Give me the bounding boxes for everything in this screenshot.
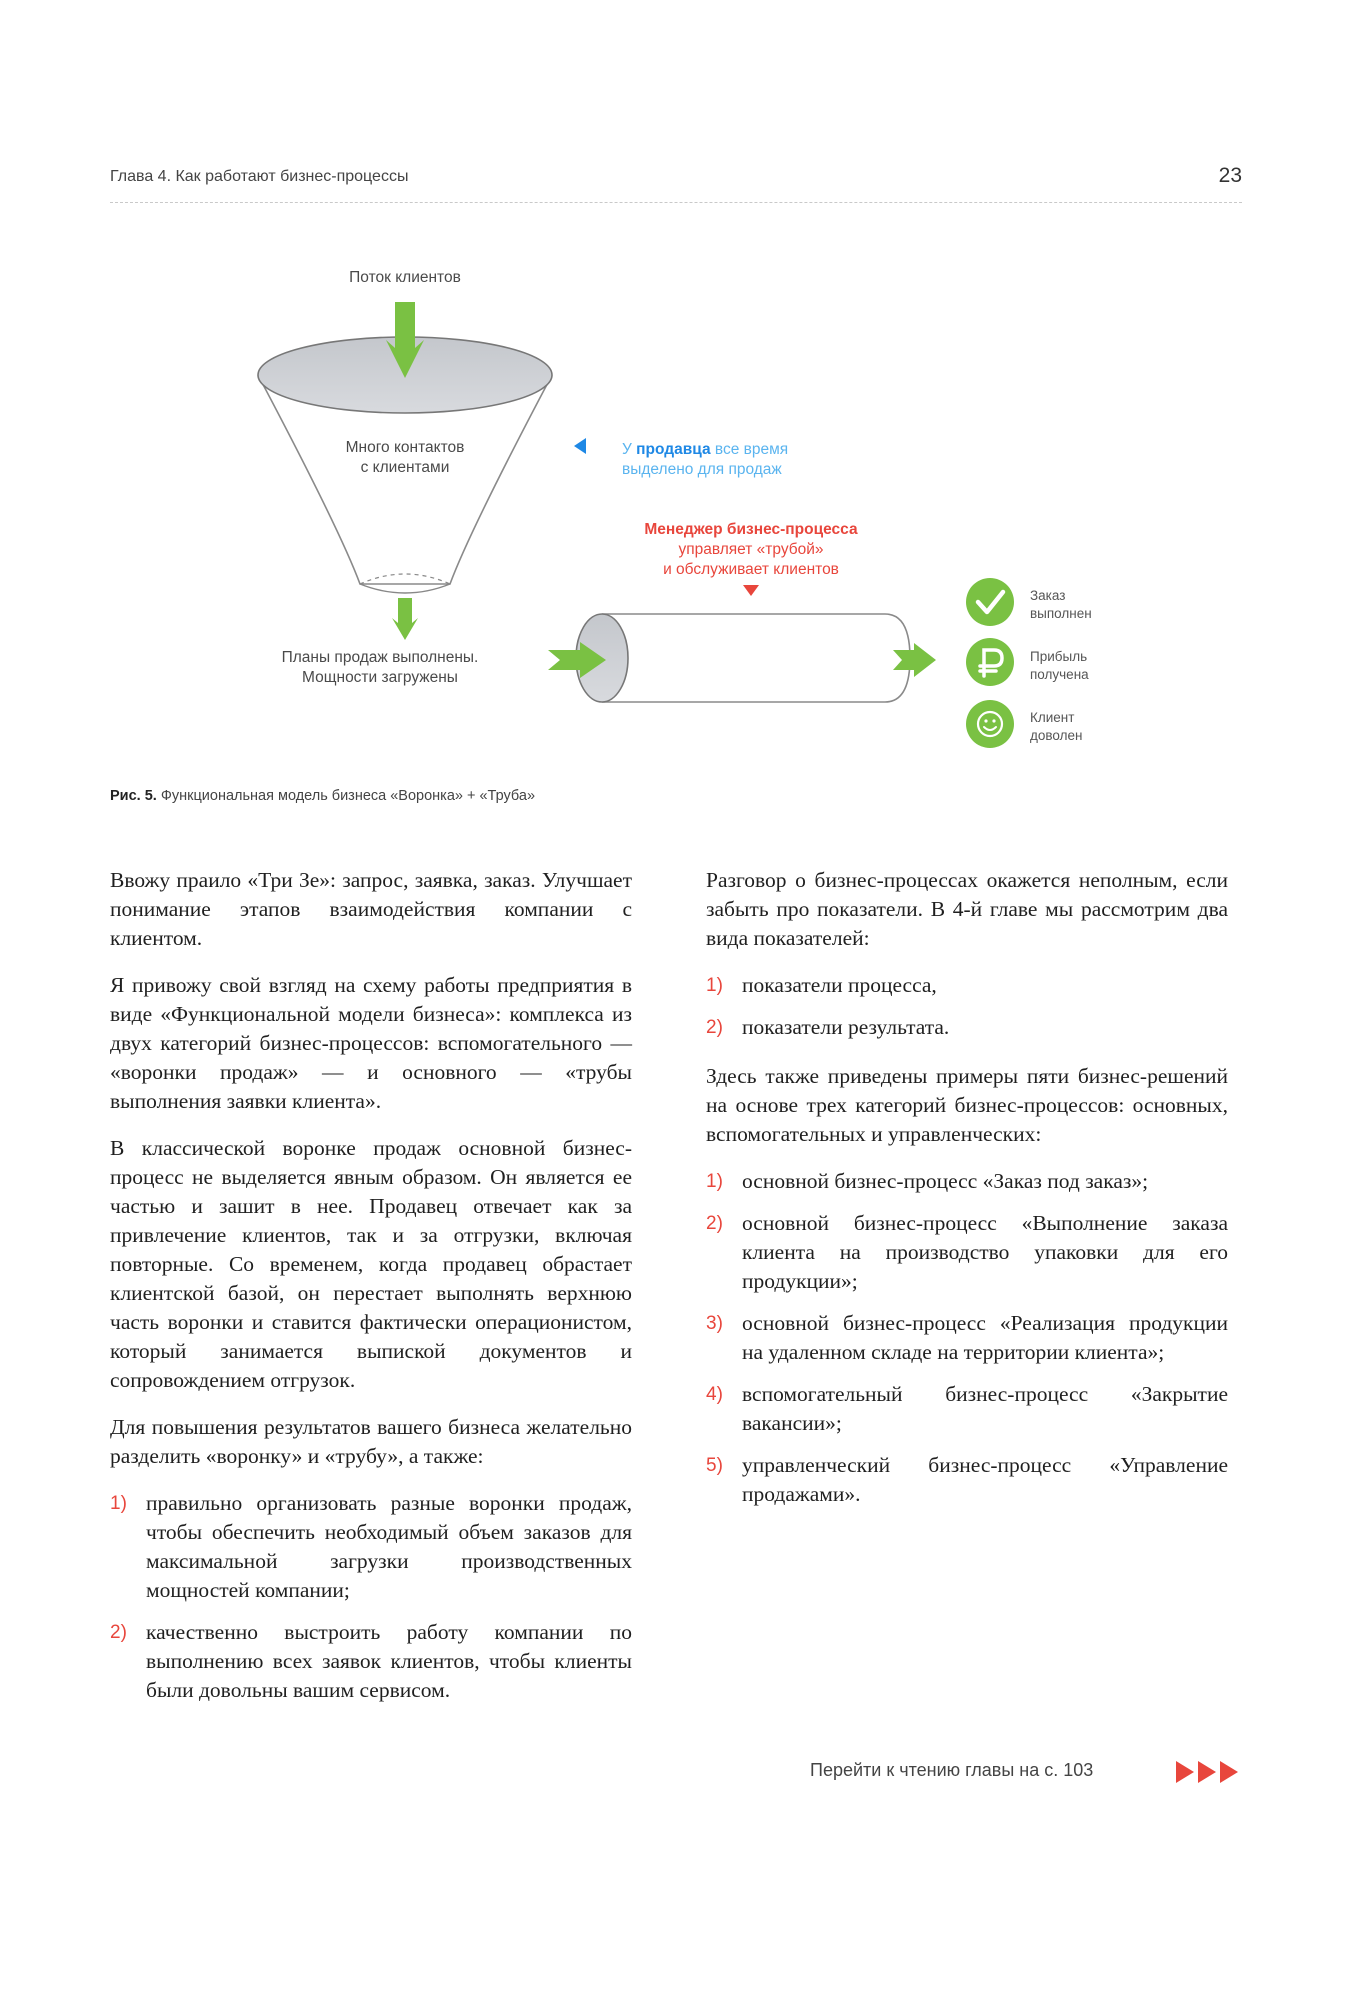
figure-caption: [110, 788, 535, 804]
list-item: 1) правильно организовать разные воронки продаж, чтобы обеспечить необходимый объем заказов для максимальной загрузки производственных мощностей компании;: [110, 1491, 632, 1602]
ruble-icon: [966, 638, 1014, 686]
plans-text: [240, 648, 520, 688]
manager-note: [601, 520, 901, 580]
forward-arrows-icon[interactable]: [1176, 1761, 1240, 1783]
funnel-bottom-dashed: [360, 574, 450, 584]
status-order: Заказ выполнен: [1030, 588, 1092, 621]
paragraph: Я привожу свой взгляд на схему работы предприятия в виде «Функциональной модели бизнеса»: комплекса из двух категорий бизнес-процессов: вспомогательного — «воронки продаж» — и основного — «трубы выполнения заявки клиента».: [110, 973, 632, 1113]
funnel-bottom-solid: [360, 584, 450, 593]
funnel-pipe-diagram: [110, 230, 1242, 790]
caption-label: Рис. 5.: [110, 788, 157, 804]
smile-icon: [966, 700, 1014, 748]
paragraph: Разговор о бизнес-процессах окажется неполным, если забыть про показатели. В 4-й главе мы рассмотрим два вида показателей:: [706, 868, 1228, 950]
seller-rest: все время: [714, 441, 789, 458]
list-item: 2) основной бизнес-процесс «Выполнение заказа клиента на производство упаковки для его продукции»;: [706, 1211, 1228, 1293]
list-item: 1) основной бизнес-процесс «Заказ под заказ»;: [706, 1169, 1149, 1193]
blue-pointer: [574, 438, 586, 454]
list-item: 4) вспомогательный бизнес-процесс «Закрытие вакансии»;: [706, 1382, 1228, 1435]
list-item: 5) управленческий бизнес-процесс «Управление продажами».: [706, 1453, 1228, 1506]
list-item: 2) качественно выстроить работу компании по выполнению всех заявок клиентов, чтобы клиенты были довольны вашим сервисом.: [110, 1620, 632, 1702]
manager-line3: и обслуживает клиентов: [663, 561, 839, 578]
status-profit: Прибыль получена: [1030, 649, 1089, 682]
page-header: [110, 166, 1242, 203]
manager-line2: управляет «трубой»: [678, 541, 824, 558]
list-item: 2) показатели результата.: [706, 1015, 950, 1039]
stream-label: Поток клиентов: [349, 269, 461, 286]
manager-bold: Менеджер бизнес-процесса: [644, 521, 858, 538]
seller-bold: продавца: [636, 441, 711, 458]
recommendation-list: [110, 1489, 632, 1705]
paragraph: Ввожу праило «Три Зе»: запрос, заявка, заказ. Улучшает понимание этапов взаимодействия компании с клиентом.: [110, 868, 632, 950]
pipe-body: [602, 614, 910, 702]
paragraph: В классической воронке продаж основной бизнес-процесс не выделяется явным образом. Он является ее частью и зашит в нее. Продавец отвечает как за привлечение клиентов, так и за отгрузки, включая повторные. Со временем, когда продавец обрастает клиентской базой, он перестает выполнять верхнюю часть воронки и ставится фактически операционистом, который занимается выпиской документов и сопровождением отгрузок.: [110, 1136, 632, 1392]
left-column: [110, 866, 632, 1725]
seller-line2: выделено для продаж: [622, 461, 782, 478]
examples-list: [706, 1167, 1228, 1509]
page-number: 23: [1218, 164, 1242, 187]
funnel-text: Много контактов с клиентами: [345, 439, 465, 476]
red-pointer: [743, 585, 759, 596]
seller-prefix: У: [622, 441, 632, 458]
list-item: 1) показатели процесса,: [706, 973, 937, 997]
read-chapter-link[interactable]: Перейти к чтению главы на с. 103: [810, 1760, 1094, 1780]
indicators-list: [706, 971, 1228, 1042]
paragraph: Для повышения результатов вашего бизнеса желательно разделить «воронку» и «трубу», а также:: [110, 1415, 632, 1468]
paragraph: Здесь также приведены примеры пяти бизнес-решений на основе трех категорий бизнес-процессов: основных, вспомогательных и управленческих:: [706, 1064, 1228, 1146]
status-client: Клиент доволен: [1030, 710, 1083, 743]
seller-note: [622, 440, 788, 480]
plans-line1: Планы продаж выполнены.: [281, 649, 479, 666]
caption-text: Функциональная модель бизнеса «Воронка» + «Труба»: [160, 788, 536, 804]
right-column: [706, 866, 1228, 1529]
list-item: 3) основной бизнес-процесс «Реализация продукции на удаленном складе на территории клиента»;: [706, 1311, 1228, 1364]
check-icon: [966, 578, 1014, 626]
chapter-title: Глава 4. Как работают бизнес-процессы: [110, 168, 409, 185]
plans-line2: Мощности загружены: [302, 669, 458, 686]
funnel-output-arrow: [392, 598, 418, 640]
diagram-graphics: [110, 230, 1242, 790]
